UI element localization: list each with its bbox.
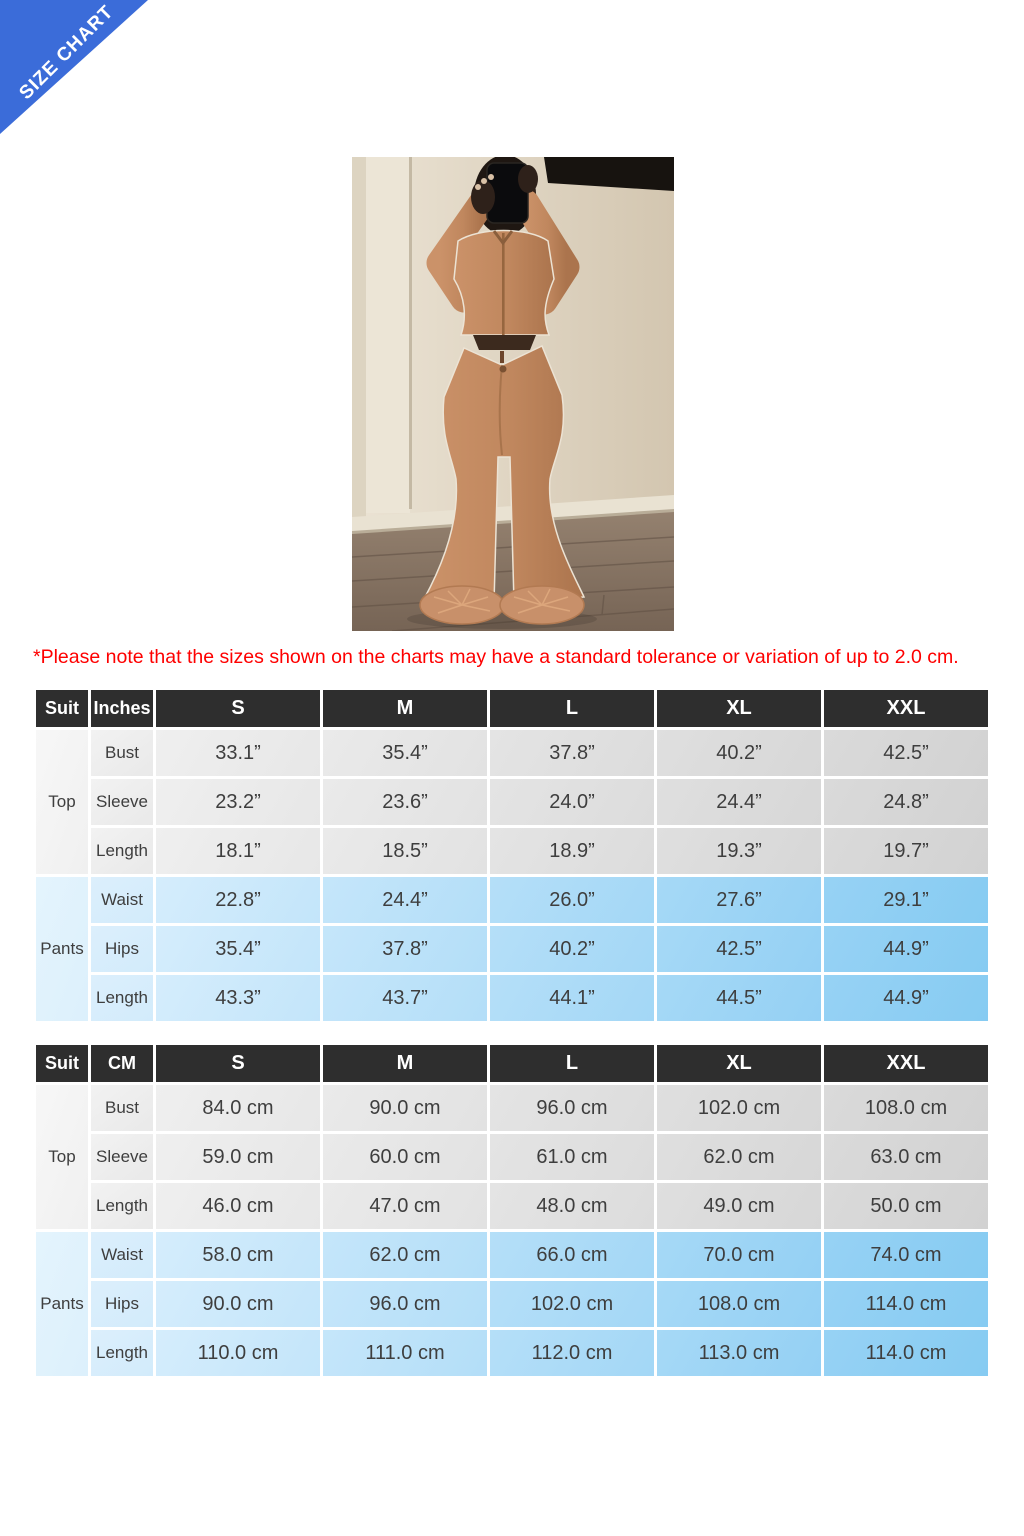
measurement-value: 44.1” <box>490 975 654 1021</box>
size-header-m: M <box>323 1045 487 1082</box>
measurement-value: 70.0 cm <box>657 1232 821 1278</box>
product-photo <box>352 157 674 631</box>
size-header-s: S <box>156 1045 320 1082</box>
measurement-value: 102.0 cm <box>490 1281 654 1327</box>
measurement-value: 24.8” <box>824 779 988 825</box>
measurement-label: Bust <box>91 1085 153 1131</box>
measurement-value: 114.0 cm <box>824 1281 988 1327</box>
size-header-xxl: XXL <box>824 1045 988 1082</box>
measurement-label: Waist <box>91 1232 153 1278</box>
measurement-label: Bust <box>91 730 153 776</box>
measurement-value: 84.0 cm <box>156 1085 320 1131</box>
measurement-value: 22.8” <box>156 877 320 923</box>
measurement-value: 37.8” <box>323 926 487 972</box>
measurement-label: Waist <box>91 877 153 923</box>
measurement-value: 27.6” <box>657 877 821 923</box>
table-row <box>36 926 988 972</box>
measurement-value: 23.2” <box>156 779 320 825</box>
measurement-value: 112.0 cm <box>490 1330 654 1376</box>
measurement-value: 29.1” <box>824 877 988 923</box>
size-table-cm <box>33 1042 991 1379</box>
size-header-xl: XL <box>657 1045 821 1082</box>
measurement-value: 24.4” <box>657 779 821 825</box>
measurement-value: 59.0 cm <box>156 1134 320 1180</box>
size-chart-ribbon-label: SIZE CHART <box>15 1 118 104</box>
table-row <box>36 828 988 874</box>
measurement-value: 110.0 cm <box>156 1330 320 1376</box>
measurement-value: 24.4” <box>323 877 487 923</box>
product-photo-illustration <box>352 157 674 631</box>
table-row <box>36 1330 988 1376</box>
size-chart-ribbon <box>0 0 148 134</box>
table-row <box>36 779 988 825</box>
measurement-value: 96.0 cm <box>490 1085 654 1131</box>
measurement-value: 43.7” <box>323 975 487 1021</box>
measurement-value: 102.0 cm <box>657 1085 821 1131</box>
measurement-value: 60.0 cm <box>323 1134 487 1180</box>
group-cell-pants: Pants <box>36 877 88 1021</box>
measurement-value: 111.0 cm <box>323 1330 487 1376</box>
measurement-value: 19.3” <box>657 828 821 874</box>
unit-header: CM <box>91 1045 153 1082</box>
measurement-value: 90.0 cm <box>323 1085 487 1131</box>
measurement-value: 61.0 cm <box>490 1134 654 1180</box>
measurement-value: 74.0 cm <box>824 1232 988 1278</box>
measurement-value: 18.1” <box>156 828 320 874</box>
measurement-value: 108.0 cm <box>824 1085 988 1131</box>
size-header-l: L <box>490 690 654 727</box>
measurement-value: 90.0 cm <box>156 1281 320 1327</box>
measurement-value: 24.0” <box>490 779 654 825</box>
suit-header: Suit <box>36 1045 88 1082</box>
measurement-value: 63.0 cm <box>824 1134 988 1180</box>
group-cell-top: Top <box>36 1085 88 1229</box>
measurement-value: 40.2” <box>657 730 821 776</box>
measurement-value: 42.5” <box>657 926 821 972</box>
measurement-label: Length <box>91 1330 153 1376</box>
measurement-label: Sleeve <box>91 779 153 825</box>
measurement-value: 47.0 cm <box>323 1183 487 1229</box>
table-row <box>36 1281 988 1327</box>
size-header-l: L <box>490 1045 654 1082</box>
measurement-value: 26.0” <box>490 877 654 923</box>
measurement-value: 96.0 cm <box>323 1281 487 1327</box>
measurement-value: 44.9” <box>824 975 988 1021</box>
measurement-label: Sleeve <box>91 1134 153 1180</box>
measurement-value: 35.4” <box>156 926 320 972</box>
measurement-value: 18.9” <box>490 828 654 874</box>
measurement-value: 58.0 cm <box>156 1232 320 1278</box>
measurement-value: 42.5” <box>824 730 988 776</box>
measurement-value: 35.4” <box>323 730 487 776</box>
measurement-value: 33.1” <box>156 730 320 776</box>
table-row <box>36 1232 988 1278</box>
table-row <box>36 1134 988 1180</box>
size-table-inches <box>33 687 991 1024</box>
measurement-value: 18.5” <box>323 828 487 874</box>
group-cell-pants: Pants <box>36 1232 88 1376</box>
measurement-label: Length <box>91 1183 153 1229</box>
measurement-value: 62.0 cm <box>657 1134 821 1180</box>
measurement-value: 108.0 cm <box>657 1281 821 1327</box>
size-header-xxl: XXL <box>824 690 988 727</box>
table-row <box>36 877 988 923</box>
unit-header: Inches <box>91 690 153 727</box>
measurement-value: 66.0 cm <box>490 1232 654 1278</box>
measurement-label: Length <box>91 975 153 1021</box>
table-row <box>36 1183 988 1229</box>
measurement-value: 43.3” <box>156 975 320 1021</box>
measurement-value: 19.7” <box>824 828 988 874</box>
measurement-value: 40.2” <box>490 926 654 972</box>
size-header-s: S <box>156 690 320 727</box>
measurement-value: 114.0 cm <box>824 1330 988 1376</box>
measurement-value: 44.5” <box>657 975 821 1021</box>
tolerance-note: *Please note that the sizes shown on the charts may have a standard tolerance or variation of up to 2.0 cm. <box>33 646 959 668</box>
measurement-label: Hips <box>91 1281 153 1327</box>
measurement-value: 37.8” <box>490 730 654 776</box>
measurement-label: Length <box>91 828 153 874</box>
measurement-value: 62.0 cm <box>323 1232 487 1278</box>
measurement-label: Hips <box>91 926 153 972</box>
suit-header: Suit <box>36 690 88 727</box>
measurement-value: 49.0 cm <box>657 1183 821 1229</box>
measurement-value: 44.9” <box>824 926 988 972</box>
group-cell-top: Top <box>36 730 88 874</box>
measurement-value: 48.0 cm <box>490 1183 654 1229</box>
table-row <box>36 730 988 776</box>
table-row <box>36 975 988 1021</box>
measurement-value: 46.0 cm <box>156 1183 320 1229</box>
measurement-value: 23.6” <box>323 779 487 825</box>
table-row <box>36 1085 988 1131</box>
measurement-value: 113.0 cm <box>657 1330 821 1376</box>
measurement-value: 50.0 cm <box>824 1183 988 1229</box>
size-header-m: M <box>323 690 487 727</box>
size-header-xl: XL <box>657 690 821 727</box>
